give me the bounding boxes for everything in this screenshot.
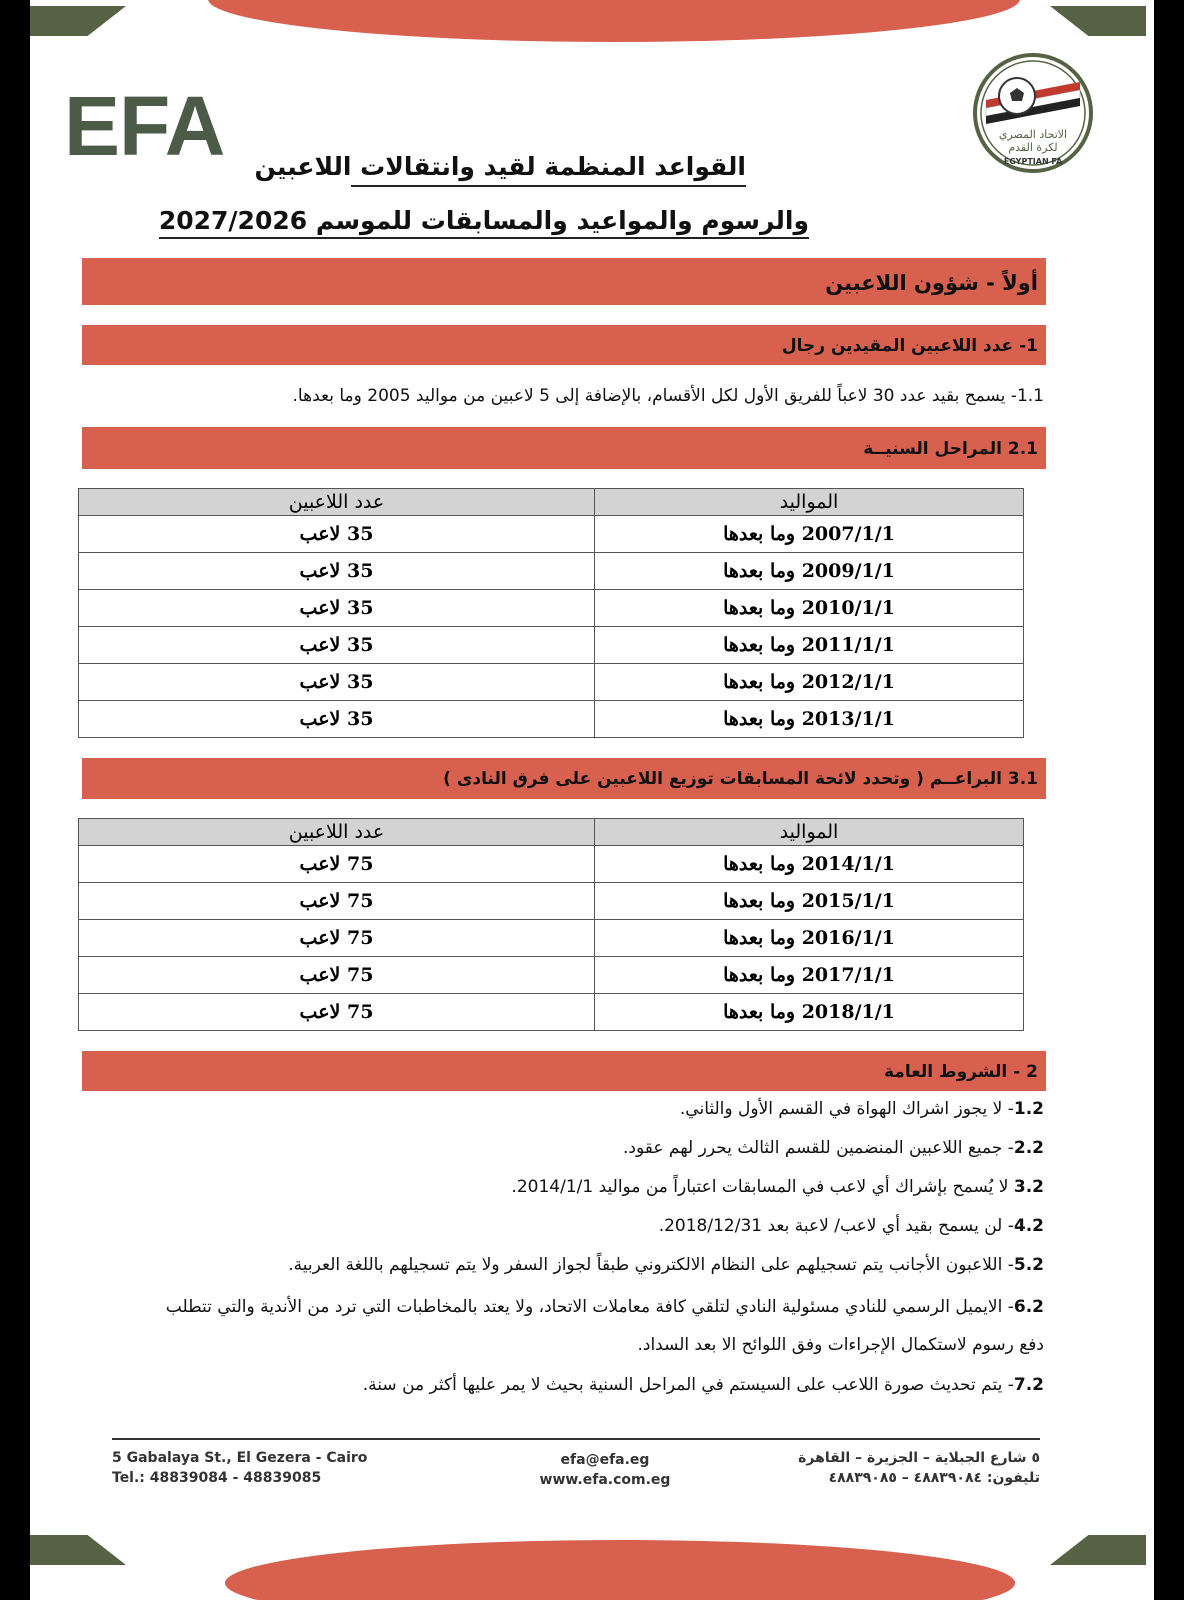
condition-number: 6.2 xyxy=(1013,1297,1044,1317)
crest-text-en: EGYPTIAN FA xyxy=(1003,157,1063,166)
birth-cell: 2011/1/1 وما بعدها xyxy=(595,627,1024,664)
condition-text: - جميع اللاعبين المنضمين للقسم الثالث يحرر لهم عقود. xyxy=(623,1138,1014,1158)
top-right-decoration xyxy=(1050,6,1146,36)
document-page xyxy=(30,0,1154,1600)
birth-cell: 2018/1/1 وما بعدها xyxy=(595,994,1024,1031)
crest-text-ar1: الاتحاد المصري xyxy=(998,128,1068,141)
document-title-line2: والرسوم والمواعيد والمسابقات للموسم 2027/2026 xyxy=(159,206,809,239)
count-cell: 35 لاعب xyxy=(79,627,595,664)
birth-cell: 2007/1/1 وما بعدها xyxy=(595,516,1024,553)
bottom-left-decoration xyxy=(30,1535,126,1565)
footer-divider xyxy=(112,1438,1040,1440)
footer-address-en xyxy=(112,1448,367,1488)
condition-text: - لن يسمح بقيد أي لاعب/ لاعبة بعد 2018/12/31. xyxy=(658,1216,1014,1236)
footer-email-link[interactable]: efa@efa.eg xyxy=(560,1452,650,1468)
condition-text: لا يُسمح بإشراك أي لاعب في المسابقات اعتباراً من مواليد 2014/1/1. xyxy=(511,1177,1014,1197)
footer-tel-ar: تليفون: ٤٨٨٣٩٠٨٤ – ٤٨٨٣٩٠٨٥ xyxy=(828,1470,1040,1486)
column-header-births: المواليد xyxy=(595,819,1024,846)
birth-cell: 2010/1/1 وما بعدها xyxy=(595,590,1024,627)
count-cell: 75 لاعب xyxy=(79,846,595,883)
table-row xyxy=(79,590,1024,627)
footer-address-ar xyxy=(798,1448,1040,1488)
table-header-row xyxy=(79,819,1024,846)
column-header-count: عدد اللاعبين xyxy=(79,489,595,516)
bottom-decoration-arc xyxy=(225,1540,1015,1600)
table-row xyxy=(79,553,1024,590)
table-row xyxy=(79,516,1024,553)
condition-7 xyxy=(363,1375,1044,1395)
count-cell: 75 لاعب xyxy=(79,920,595,957)
condition-2 xyxy=(623,1138,1044,1158)
condition-4 xyxy=(659,1216,1044,1236)
condition-6 xyxy=(164,1288,1044,1364)
subheading-buds: 3.1 البراعــم ( وتحدد لائحة المسابقات توزيع اللاعبين على فرق النادى ) xyxy=(82,758,1046,799)
count-cell: 75 لاعب xyxy=(79,957,595,994)
condition-3 xyxy=(511,1177,1044,1197)
section-heading-players-affairs: أولاً - شؤون اللاعبين xyxy=(82,258,1046,305)
birth-cell: 2014/1/1 وما بعدها xyxy=(595,846,1024,883)
efa-logo xyxy=(64,78,224,175)
top-left-decoration xyxy=(30,6,126,36)
count-cell: 35 لاعب xyxy=(79,516,595,553)
age-stages-table xyxy=(78,488,1024,738)
birth-cell: 2015/1/1 وما بعدها xyxy=(595,883,1024,920)
table-row xyxy=(79,957,1024,994)
buds-table xyxy=(78,818,1024,1031)
column-header-count: عدد اللاعبين xyxy=(79,819,595,846)
count-cell: 75 لاعب xyxy=(79,883,595,920)
table-header-row xyxy=(79,489,1024,516)
birth-cell: 2013/1/1 وما بعدها xyxy=(595,701,1024,738)
egyptian-fa-crest-icon xyxy=(972,52,1094,174)
condition-number: 3.2 xyxy=(1013,1177,1044,1197)
count-cell: 35 لاعب xyxy=(79,553,595,590)
birth-cell: 2017/1/1 وما بعدها xyxy=(595,957,1024,994)
subheading-age-stages: 2.1 المراحل السنيــة xyxy=(82,427,1046,469)
document-title-line1: القواعد المنظمة لقيد وانتقالات اللاعبين xyxy=(351,152,746,187)
count-cell: 35 لاعب xyxy=(79,701,595,738)
table-row xyxy=(79,846,1024,883)
column-header-births: المواليد xyxy=(595,489,1024,516)
table-row xyxy=(79,664,1024,701)
bottom-right-decoration xyxy=(1050,1535,1146,1565)
condition-text: - يتم تحديث صورة اللاعب على السيستم في المراحل السنية بحيث لا يمر عليها أكثر من سنة. xyxy=(362,1375,1014,1395)
footer-contact xyxy=(500,1450,710,1490)
condition-text: - لا يجوز اشراك الهواة في القسم الأول والثاني. xyxy=(679,1099,1014,1119)
count-cell: 35 لاعب xyxy=(79,664,595,701)
footer-website-link[interactable]: www.efa.com.eg xyxy=(539,1472,671,1488)
footer-tel-en: Tel.: 48839084 - 48839085 xyxy=(112,1470,322,1486)
condition-number: 7.2 xyxy=(1013,1375,1044,1395)
top-decoration-arc xyxy=(208,0,1020,42)
table-row xyxy=(79,701,1024,738)
efa-logo-text: EFA xyxy=(64,79,225,173)
table-row xyxy=(79,920,1024,957)
subheading-registered-men: 1- عدد اللاعبين المقيدين رجال xyxy=(82,325,1046,365)
crest-text-ar2: لكرة القدم xyxy=(1008,141,1058,154)
condition-number: 2.2 xyxy=(1013,1138,1044,1158)
paragraph-1-1: 1.1- يسمح بقيد عدد 30 لاعباً للفريق الأول لكل الأقسام، بالإضافة إلى 5 لاعبين من مواليد 2005 وما بعدها. xyxy=(292,386,1044,406)
footer-address-en-line: 5 Gabalaya St., El Gezera - Cairo xyxy=(112,1450,368,1466)
condition-text: - الايميل الرسمي للنادي مسئولية النادي لتلقي كافة معاملات الاتحاد، ولا يعتد بالمخاطبات التي ترد من الأندية والتي تتطلب دفع رسوم لاستكمال الإجراءات وفق اللوائح الا بعد السداد. xyxy=(165,1297,1044,1355)
count-cell: 35 لاعب xyxy=(79,590,595,627)
condition-number: 5.2 xyxy=(1013,1255,1044,1275)
condition-number: 4.2 xyxy=(1013,1216,1044,1236)
birth-cell: 2016/1/1 وما بعدها xyxy=(595,920,1024,957)
birth-cell: 2012/1/1 وما بعدها xyxy=(595,664,1024,701)
table-row xyxy=(79,994,1024,1031)
subheading-general-conditions: 2 - الشروط العامة xyxy=(82,1051,1046,1091)
table-row xyxy=(79,627,1024,664)
condition-5 xyxy=(288,1255,1044,1275)
table-row xyxy=(79,883,1024,920)
footer-address-ar-line: ٥ شارع الجبلاية – الجزيرة – القاهرة xyxy=(798,1450,1040,1466)
count-cell: 75 لاعب xyxy=(79,994,595,1031)
birth-cell: 2009/1/1 وما بعدها xyxy=(595,553,1024,590)
condition-1 xyxy=(680,1099,1044,1119)
condition-number: 1.2 xyxy=(1013,1099,1044,1119)
condition-text: - اللاعبون الأجانب يتم تسجيلهم على النظام الالكتروني طبقاً لجواز السفر ولا يتم تسجيلهم باللغة العربية. xyxy=(288,1255,1014,1275)
